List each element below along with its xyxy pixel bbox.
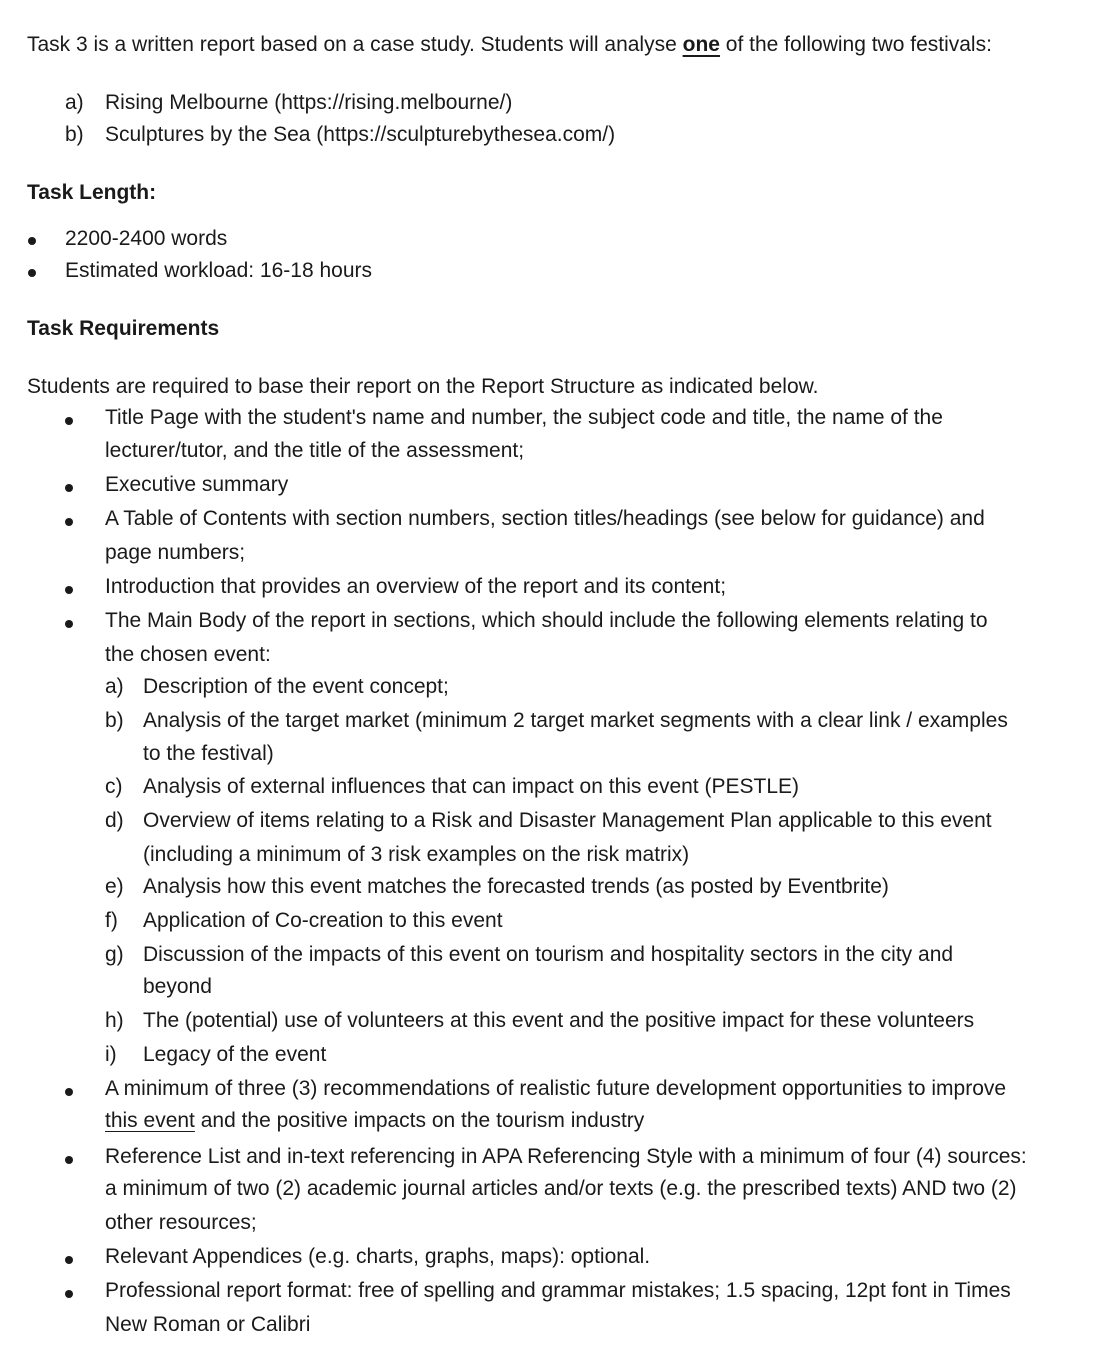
bullet-icon — [65, 1290, 73, 1298]
sub-element-text-cont: (including a minimum of 3 risk examples on the risk matrix) — [143, 843, 690, 866]
task-length-item: Estimated workload: 16-18 hours — [65, 259, 372, 282]
requirement-toc: A Table of Contents with section numbers, section titles/headings (see below for guidance) and — [105, 507, 985, 530]
bullet-icon — [65, 484, 73, 492]
task-requirements-heading: Task Requirements — [27, 317, 220, 340]
sub-element-marker: c) — [105, 775, 123, 798]
sub-element-marker: e) — [105, 875, 124, 898]
requirement-format: Professional report format: free of spelling and grammar mistakes; 1.5 spacing, 12pt font in Times — [105, 1279, 1011, 1302]
sub-element-text-cont: beyond — [143, 975, 212, 998]
sub-element-text: Discussion of the impacts of this event on tourism and hospitality sectors in the city and — [143, 943, 954, 966]
sub-element-text: Legacy of the event — [143, 1043, 327, 1066]
requirement-main-body: The Main Body of the report in sections, which should include the following elements relating to — [105, 609, 988, 632]
intro-text-before: Task 3 is a written report based on a case study. Students will analyse — [27, 33, 683, 56]
requirement-recommendations: A minimum of three (3) recommendations of realistic future development opportunities to improve — [105, 1077, 1007, 1100]
bullet-icon — [65, 518, 73, 526]
sub-element-text: The (potential) use of volunteers at this event and the positive impact for these volunteers — [143, 1009, 975, 1032]
sub-element-text: Description of the event concept; — [143, 675, 449, 698]
sub-element-marker: h) — [105, 1009, 124, 1032]
sub-element-marker: a) — [105, 675, 124, 698]
requirement-executive-summary: Executive summary — [105, 473, 289, 496]
bullet-icon — [28, 269, 36, 277]
task-length-heading: Task Length: — [27, 181, 157, 204]
festival-marker: a) — [65, 91, 84, 114]
sub-element-marker: b) — [105, 709, 124, 732]
sub-element-text: Analysis how this event matches the forecasted trends (as posted by Eventbrite) — [143, 875, 889, 898]
requirement-references-cont: a minimum of two (2) academic journal articles and/or texts (e.g. the prescribed texts) AND two (2) — [105, 1177, 1017, 1200]
sub-element-marker: d) — [105, 809, 124, 832]
sub-element-marker: g) — [105, 943, 124, 966]
sub-element-text-cont: to the festival) — [143, 742, 274, 765]
bullet-icon — [65, 417, 73, 425]
festival-item: Rising Melbourne (https://rising.melbourne/) — [105, 91, 513, 114]
requirement-toc-cont: page numbers; — [105, 541, 246, 564]
sub-element-text: Analysis of external influences that can impact on this event (PESTLE) — [143, 775, 799, 798]
requirement-references: Reference List and in-text referencing in APA Referencing Style with a minimum of four (4) sources: — [105, 1145, 1027, 1168]
sub-element-marker: f) — [105, 909, 118, 932]
sub-element-text: Application of Co-creation to this event — [143, 909, 503, 932]
recommendations-rest-text: and the positive impacts on the tourism industry — [194, 1109, 645, 1132]
bullet-icon — [65, 586, 73, 594]
requirement-title-page: Title Page with the student's name and number, the subject code and title, the name of the — [105, 406, 943, 429]
bullet-icon — [65, 1256, 73, 1264]
bullet-icon — [65, 1088, 73, 1096]
requirement-format-cont: New Roman or Calibri — [105, 1313, 311, 1336]
requirement-main-body-cont: the chosen event: — [105, 643, 271, 666]
recommendations-underlined-text: this event — [105, 1109, 195, 1132]
requirement-references-cont: other resources; — [105, 1211, 257, 1234]
festival-marker: b) — [65, 123, 84, 146]
task-length-item: 2200-2400 words — [65, 227, 228, 250]
task-requirements-intro: Students are required to base their report on the Report Structure as indicated below. — [27, 375, 819, 398]
requirement-recommendations-cont — [105, 1108, 644, 1134]
requirement-introduction: Introduction that provides an overview of the report and its content; — [105, 575, 727, 598]
sub-element-text: Analysis of the target market (minimum 2 target market segments with a clear link / examples — [143, 709, 1008, 732]
requirement-title-page-cont: lecturer/tutor, and the title of the assessment; — [105, 439, 525, 462]
bullet-icon — [65, 620, 73, 628]
intro-emphasis-one: one — [682, 33, 720, 56]
bullet-icon — [28, 237, 36, 245]
intro-text-after: of the following two festivals: — [719, 33, 992, 56]
requirement-appendices: Relevant Appendices (e.g. charts, graphs, maps): optional. — [105, 1245, 651, 1268]
sub-element-marker: i) — [105, 1043, 117, 1066]
intro-paragraph — [27, 32, 992, 58]
bullet-icon — [65, 1156, 73, 1164]
sub-element-text: Overview of items relating to a Risk and Disaster Management Plan applicable to this event — [143, 809, 992, 832]
festival-item: Sculptures by the Sea (https://sculpturebythesea.com/) — [105, 123, 616, 146]
